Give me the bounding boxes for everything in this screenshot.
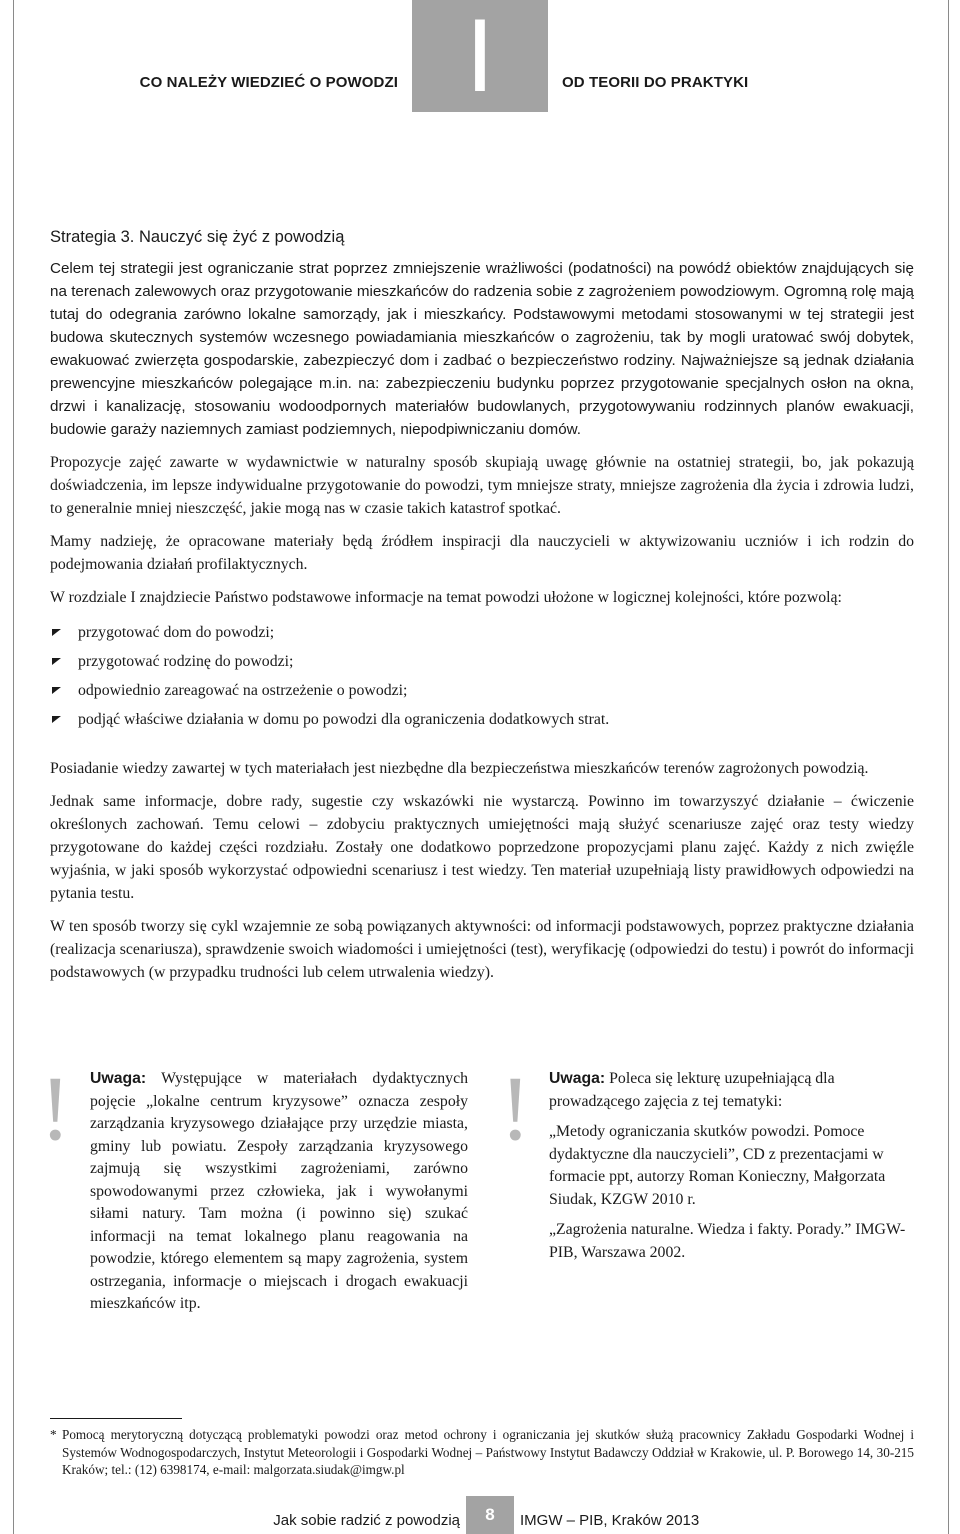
note-label: Uwaga: [90,1070,147,1087]
footnote-divider [50,1418,182,1419]
paragraph: Jednak same informacje, dobre rady, sugestie czy wskazówki nie wystarczą. Powinno im towarzyszyć działanie – ćwiczenie określonych zachowań. Temu celowi – zdobyciu praktycznych umiejętności mają służyć scenariusze zajęć oraz testy wiedzy przygotowane do każdej części rozdziału. Zostały one dodatkowo poprzedzone propozycjami planu zajęć. Każdy z nich zwięźle wyjaśnia, w jaki sposób wykorzystać odpowiedni scenariusz i test wiedzy. Ten materiał uzupełniają listy prawidłowych odpowiedzi na pytania testu. [50,793,914,902]
paragraph: Mamy nadzieję, że opracowane materiały będą źródłem inspiracji dla nauczycieli w aktywizowaniu uczniów i ich rodzin do podejmowania działań profilaktycznych. [50,533,914,573]
header-section-title: CO NALEŻY WIEDZIEĆ O POWODZI [139,74,398,91]
bullet-icon [52,687,61,694]
note-text: Poleca się lekturę uzupełniającą dla prowadzącego zajęcia z tej tematyki: [549,1070,835,1110]
bullet-icon [52,629,61,636]
list-item: podjąć właściwe działania w domu po powodzi dla ograniczenia dodatkowych strat. [50,708,914,731]
header-subtitle: OD TEORII DO PRAKTYKI [562,74,749,91]
bullet-icon [52,716,61,723]
list-item: odpowiednio zareagować na ostrzeżenie o powodzi; [50,679,914,702]
footnote-mark: * [50,1427,57,1442]
paragraph: W ten sposób tworzy się cykl wzajemnie ze sobą powiązanych aktywności: od informacji podstawowych, poprzez praktyczne działania (realizacja scenariusza), sprawdzenie swoich wiadomości i umiejętności (test), weryfikację (odpowiedzi do testu) i powrót do informacji podstawowych (w przypadku trudności lub celem utrwalenia wiedzy). [50,918,914,981]
bullet-icon [52,658,61,665]
note-text: Występujące w materiałach dydaktycznych pojęcie „lokalne centrum kryzysowe” oznacza zespoły zarządzania kryzysowego działające przy urzędzie miasta, gminy lub powiatu. Zespoły zarządzania kryzysowego zajmują się wszystkimi zagrożeniami, zarówno spowodowanymi przez człowieka, jak i wywołanymi siłami natury. Tam można (i powinno się) szukać informacji na temat lokalnego planu reagowania na powodzie, którego elementem są mapy zagrożenia, system ostrzegania, informacje o miejscach i drogach ewakuacji mieszkańców itp. [90,1070,468,1312]
list-item: przygotować rodzinę do powodzi; [50,650,914,673]
strategy-title: Strategia 3. Nauczyć się żyć z powodzią [50,228,345,246]
exclamation-icon: ! [40,1057,71,1159]
paragraph: Posiadanie wiedzy zawartej w tych materiałach jest niezbędne dla bezpieczeństwa mieszkańców terenów zagrożonych powodzią. [50,760,869,777]
footer-publication-title: Jak sobie radzić z powodzią [273,1512,460,1529]
reference-item: „Metody ograniczania skutków powodzi. Pomoce dydaktyczne dla nauczycieli”, CD z prezentacjami w formacie ppt, autorzy Roman Konieczny, Małgorzata Siudak, KZGW 2010 r. [549,1123,886,1208]
paragraph: W rozdziale I znajdziecie Państwo podstawowe informacje na temat powodzi ułożone w logicznej kolejności, które pozwolą: [50,589,842,606]
footnote [50,1426,914,1479]
page-number: 8 [466,1496,514,1534]
footer-publisher: IMGW – PIB, Kraków 2013 [520,1512,700,1529]
footnote-text: Pomocą merytoryczną dotyczącą problematyki powodzi oraz metod ochrony i ograniczania jej skutków służą pracownicy Zakładu Gospodarki Wodnej i Systemów Wodnogospodarczych, Instytut Meteorologii i Gospodarki Wodnej – Państwowy Instytut Badawczy Oddział w Krakowie, ul. P. Borowego 14, 30-215 Kraków; tel.: (12) 6398174, e-mail: malgorzata.siudak@imgw.pl [62,1427,914,1477]
paragraph: Celem tej strategii jest ograniczanie strat poprzez zmniejszenie wrażliwości (podatności) na powódź obiektów znajdujących się na terenach zalewowych oraz przygotowanie mieszkańców do radzenia sobie z zagrożeniem powodziowym. Ogromną rolę mają tutaj do odegrania zarówno lokalne samorządy, jak i mieszkańcy. Podstawowymi metodami stosowanymi w tej strategii jest budowa skutecznych systemów wczesnego powiadamiania mieszkańców o zagrożeniu, tak by mogli uratować swój dobytek, ewakuować zwierzęta gospodarskie, zabezpieczyć dom i zadbać o bezpieczeństwo rodziny. Najważniejsze są jednak działania prewencyjne mieszkańców polegające m.in. na: zabezpieczeniu budynku poprzez przygotowanie specjalnych osłon na okna, drzwi i kanalizację, stosowaniu wodoodpornych materiałów budowlanych, przygotowywaniu rodzinnych planów ewakuacji, budowie garaży naziemnych zamiast podziemnych, niepodpiwniczaniu domów. [50,260,914,438]
exclamation-icon: ! [500,1057,531,1159]
reference-item: „Zagrożenia naturalne. Wiedza i fakty. Porady.” IMGW-PIB, Warszawa 2002. [549,1221,906,1261]
main-content [50,226,914,994]
paragraph: Propozycje zajęć zawarte w wydawnictwie w naturalny sposób skupiają uwagę głównie na ostatniej strategii, bo, jak pokazują doświadczenia, im lepsze indywidualne przygotowanie do powodzi, tym mniejsze straty, mniejsze zagrożenia dla życia i zdrowia ludzi, to generalnie mniej nieszczęść, jakie mogą nas w czasie takich katastrof spotkać. [50,454,914,517]
bullet-list [50,621,914,731]
note-box-right [549,1068,913,1272]
list-item: przygotować dom do powodzi; [50,621,914,644]
note-box-left [90,1068,468,1324]
note-label: Uwaga: [549,1070,606,1087]
chapter-tab: I [412,0,548,112]
